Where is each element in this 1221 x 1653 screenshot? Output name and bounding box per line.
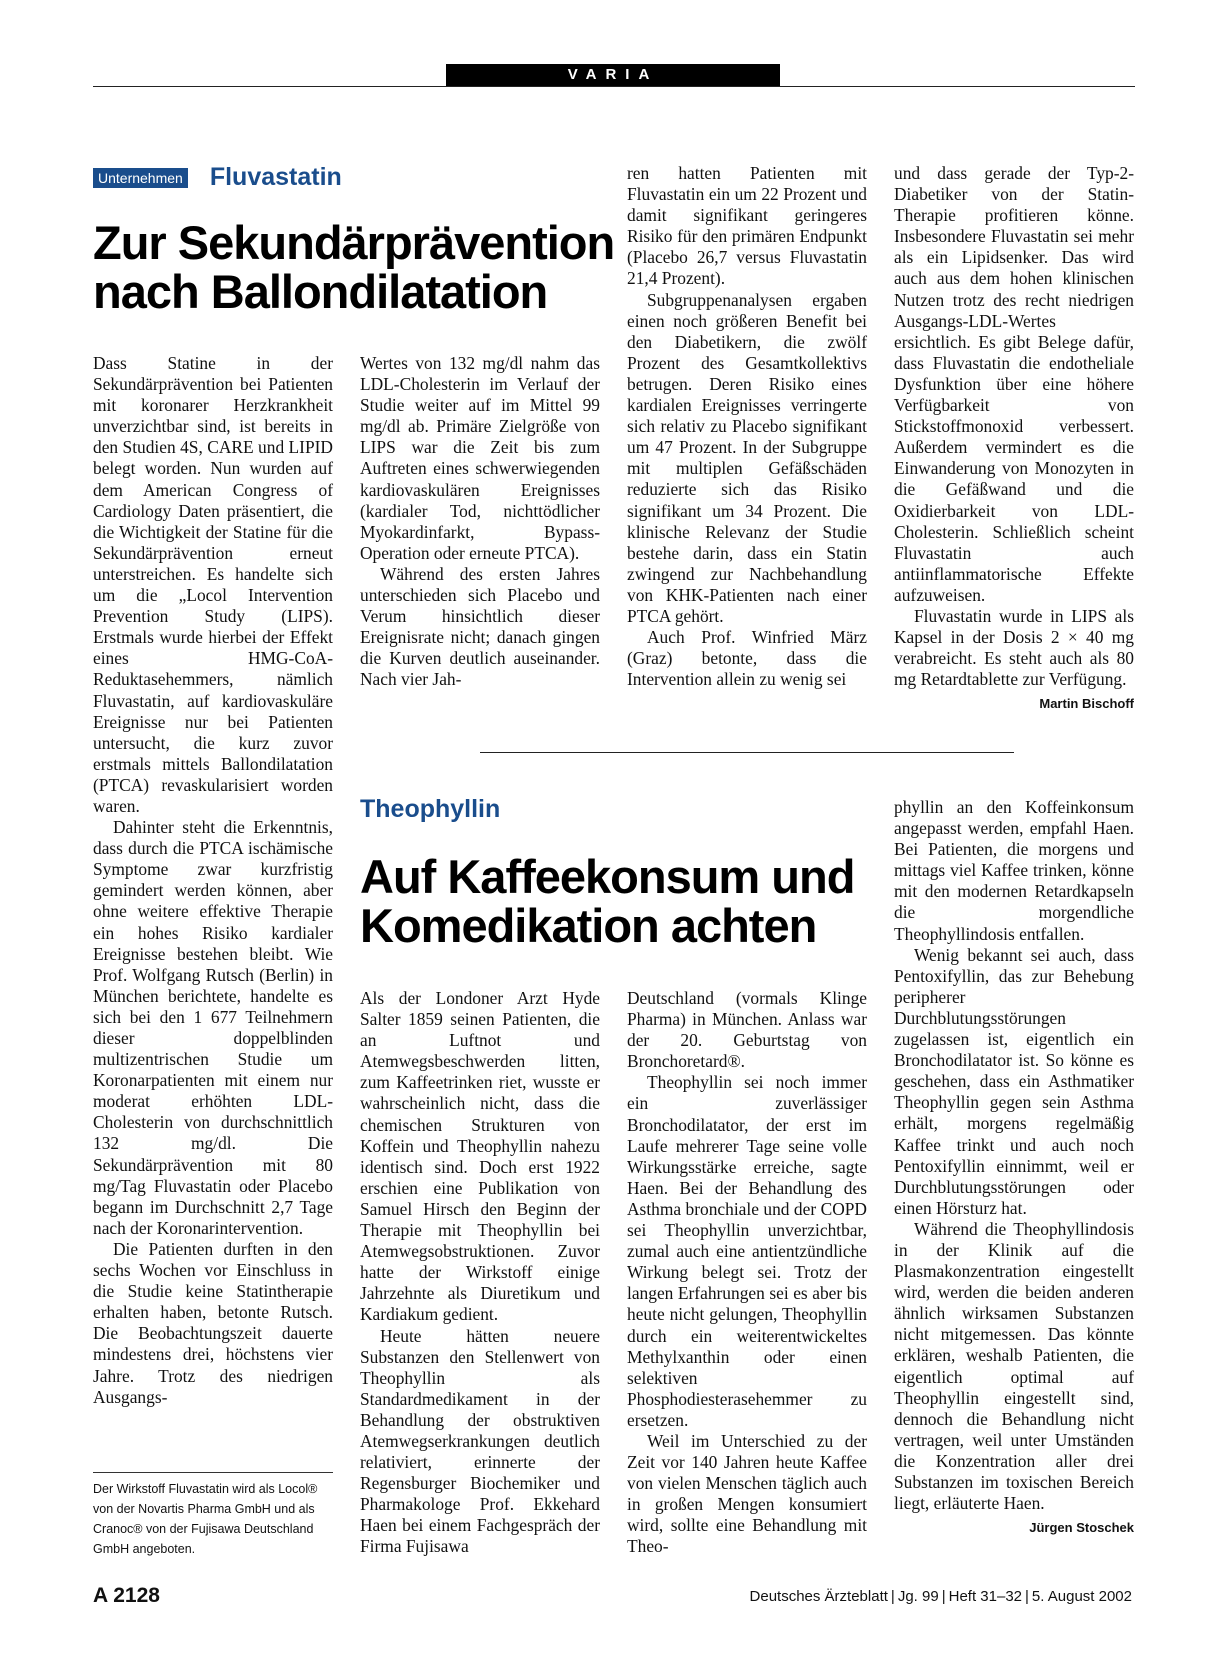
article1-kicker-row (93, 163, 342, 192)
journal-issue: Heft 31–32 (948, 1588, 1022, 1605)
article1-column-2 (360, 353, 600, 691)
paragraph: Auch Prof. Winfried März (Graz) betonte, dass die Intervention allein zu wenig sei (627, 627, 867, 690)
article1-headline (93, 218, 653, 316)
paragraph: Weil im Unterschied zu der Zeit vor 140 Jahren heute Kaffee von vielen Menschen täglich auch in großen Mengen konsumiert wird, sollte eine Behandlung mit Theo- (627, 1430, 867, 1557)
paragraph-text: Fluvastatin wurde in LIPS als Kapsel in der Dosis 2 × 40 mg verabreicht. Es steht auch als 80 mg Retardtablette zur Verfügung. (894, 605, 1134, 690)
header-rule (93, 86, 1135, 87)
article2-column-3 (627, 988, 867, 1558)
article2-author: Jürgen Stoschek (1029, 1520, 1134, 1536)
journal-info: Deutsches Ärzteblatt | Jg. 99 | Heft 31–32 | 5. August 2002 (749, 1588, 1132, 1605)
article2-headline-line2: Komedikation achten (360, 899, 817, 952)
article1-column-1 (93, 353, 333, 1408)
paragraph-text: Während die Theophyllindosis in der Klinik auf die Plasmakonzentration eingestellt wird, werden die beiden anderen ähnlich wirksamen Substanzen nicht mitgemessen. Das könnte erklären, weshalb Patienten, die eigentlich optimal auf Theophyllin eingestellt sind, dennoch die Behandlung nicht vertragen, weil unter Umständen die Konzentration aller drei Substanzen im toxischen Bereich liegt, erläuterte Haen. (894, 1218, 1134, 1514)
article1-column-3 (627, 163, 867, 690)
journal-name: Deutsches Ärzteblatt (749, 1588, 888, 1605)
paragraph: Deutschland (vormals Klinge Pharma) in München. Anlass war der 20. Geburtstag von Bronchoretard®. (627, 988, 867, 1072)
paragraph: Theophyllin sei noch immer ein zuverlässiger Bronchodilatator, der erst im Laufe mehrerer Tage seine volle Wirkungsstärke erreiche, sagte Haen. Bei der Behandlung des Asthma bronchiale und der COPD sei Theophyllin unverzichtbar, zumal auch eine antientzündliche Wirkung belegt sei. Trotz der langen Erfahrungen sei es aber bis heute nicht gelungen, Theophyllin durch ein weiterentwickeltes Methylxanthin oder einen selektiven Phosphodiesterasehemmer zu ersetzen. (627, 1072, 867, 1430)
paragraph: Die Patienten durften in den sechs Wochen vor Einschluss in die Studie keine Statintherapie erhalten haben, betonte Rutsch. Die Beobachtungszeit dauerte mindestens drei, höchstens vier Jahre. Trotz des niedrigen Ausgangs- (93, 1238, 333, 1407)
article2-kicker: Theophyllin (360, 795, 501, 823)
paragraph: Wertes von 132 mg/dl nahm das LDL-Cholesterin im Verlauf der Studie weiter auf im Mittel 99 mg/dl ab. Primäre Zielgröße von LIPS war die Zeit bis zum Auftreten eines schwerwiegenden kardiovaskulären Ereignisses (kardialer Tod, nichttödlicher Myokardinfarkt, Bypass-Operation oder erneute PTCA). (360, 353, 600, 563)
paragraph: phyllin an den Koffeinkonsum angepasst werden, empfahl Haen. Bei Patienten, die morgens und mittags viel Kaffee trinken, könne mit den modernen Retardkapseln die morgendliche Theophyllindosis entfallen. (894, 797, 1134, 944)
page-number: A 2128 (93, 1584, 160, 1607)
article2-headline-line1: Auf Kaffeekonsum und (360, 850, 855, 903)
journal-date: 5. August 2002 (1031, 1588, 1132, 1605)
paragraph: und dass gerade der Typ-2-Diabetiker von der Statin-Therapie profitieren könne. Insbesondere Fluvastatin sei mehr als ein Lipidsenker. Das wird auch aus dem hohen klinischen Nutzen trotz des recht niedrigen Ausgangs-LDL-Wertes ersichtlich. Es gibt Belege dafür, dass Fluvastatin die endotheliale Dysfunktion über eine höhere Verfügbarkeit von Stickstoffmonoxid verbessert. Außerdem vermindert es die Einwanderung von Monozyten in die Gefäßwand und die Oxidierbarkeit von LDL-Cholesterin. Schließlich scheint Fluvastatin auch antiinflammatorische Effekte aufzuweisen. (894, 163, 1134, 605)
paragraph: Subgruppenanalysen ergaben einen noch größeren Benefit bei den Diabetikern, die zwölf Prozent des Gesamtkollektivs betrugen. Deren Risiko eines kardialen Ereignisses verringerte sich relativ zu Placebo signifikant um 47 Prozent. In der Subgruppe mit multiplen Gefäßschäden reduzierte sich das Risiko signifikant um 34 Prozent. Die klinische Relevanz der Studie bestehe darin, dass ein Statin zwingend zur Nachbehandlung von KHK-Patienten nach einer PTCA gehört. (627, 289, 867, 626)
article1-headline-line2: nach Ballondilatation (93, 265, 548, 318)
article-divider (480, 752, 1014, 753)
paragraph: Dass Statine in der Sekundärprävention bei Patienten mit koronarer Herzkrankheit unverzichtbar sind, ist bereits in den Studien 4S, CARE und LIPID belegt worden. Nun wurden auf dem American Congress of Cardiology Daten präsentiert, die die Wichtigkeit der Statine für die Sekundärprävention erneut unterstreichen. Es handelte sich um die „Locol Intervention Prevention Study (LIPS). Erstmals wurde hierbei der Effekt eines HMG-CoA-Reduktasehemmers, nämlich Fluvastatin, auf kardiovaskuläre Ereignisse nur bei Patienten untersucht, die kurz zuvor erstmals mittels Ballondilatation (PTCA) revaskularisiert worden waren. (93, 353, 333, 816)
article2-column-2 (360, 988, 600, 1558)
paragraph: Heute hätten neuere Substanzen den Stellenwert von Theophyllin als Standardmedikament in der Behandlung der obstruktiven Atemwegserkrankungen deutlich relativiert, erinnerte der Regensburger Biochemiker und Pharmakologe Prof. Ekkehard Haen bei einem Fachgespräch der Firma Fujisawa (360, 1325, 600, 1557)
paragraph: Dahinter steht die Erkenntnis, dass durch die PTCA ischämische Symptome zwar kurzfristig gemindert werden können, aber ohne weitere effektive Therapie ein hohes Risiko kardialer Ereignisse bestehen bleibt. Wie Prof. Wolfgang Rutsch (Berlin) in München berichtete, handelte es sich bei den 1 677 Teilnehmern dieser doppelblinden multizentrischen Studie um Koronarpatienten mit einem nur moderat erhöhten LDL-Cholesterin von durchschnittlich 132 mg/dl. Die Sekundärprävention mit 80 mg/Tag Fluvastatin oder Placebo begann im Durchschnitt 2,7 Tage nach der Koronarintervention. (93, 817, 333, 1238)
article2-headline (360, 852, 860, 950)
article1-author: Martin Bischoff (1039, 696, 1134, 712)
paragraph: Wenig bekannt sei auch, dass Pentoxifyllin, das zur Behebung peripherer Durchblutungsstörungen zugelassen ist, eigentlich ein Bronchodilatator ist. So könne es geschehen, dass ein Asthmatiker Theophyllin gegen sein Asthma erhält, morgens regelmäßig Kaffee trinkt und auch noch Pentoxifyllin einnimmt, weil er Durchblutungsstörungen oder einen Hörsturz hat. (894, 944, 1134, 1218)
article1-footnote: Der Wirkstoff Fluvastatin wird als Locol® von der Novartis Pharma GmbH und als Cranoc® von der Fujisawa Deutschland GmbH angeboten. (93, 1482, 318, 1556)
paragraph (894, 605, 1134, 712)
article2-column-4 (894, 797, 1134, 1538)
paragraph (894, 1218, 1134, 1536)
section-label: VARIA (446, 64, 780, 86)
category-badge: Unternehmen (93, 168, 188, 188)
article1-headline-line1: Zur Sekundärprävention (93, 216, 615, 269)
article1-kicker: Fluvastatin (209, 163, 342, 191)
paragraph: Während des ersten Jahres unterschieden sich Placebo und Verum hinsichtlich dieser Ereignisrate nicht; danach gingen die Kurven deutlich auseinander. Nach vier Jah- (360, 563, 600, 690)
paragraph: ren hatten Patienten mit Fluvastatin ein um 22 Prozent und damit signifikant geringeres Risiko für den primären Endpunkt (Placebo 26,7 versus Fluvastatin 21,4 Prozent). (627, 163, 867, 289)
footnote-rule (93, 1472, 333, 1473)
paragraph: Als der Londoner Arzt Hyde Salter 1859 seinen Patienten, die an Luftnot und Atemwegsbeschwerden litten, zum Kaffeetrinken riet, wusste er wahrscheinlich nicht, dass die chemischen Strukturen von Koffein und Theophyllin nahezu identisch sind. Doch erst 1922 erschien eine Publikation von Samuel Hirsch den Beginn der Therapie mit Theophyllin bei Atemwegsobstruktionen. Zuvor hatte der Wirkstoff einige Jahrzehnte als Diuretikum und Kardiakum gedient. (360, 988, 600, 1325)
article1-column-4 (894, 163, 1134, 714)
journal-volume: Jg. 99 (897, 1588, 939, 1605)
